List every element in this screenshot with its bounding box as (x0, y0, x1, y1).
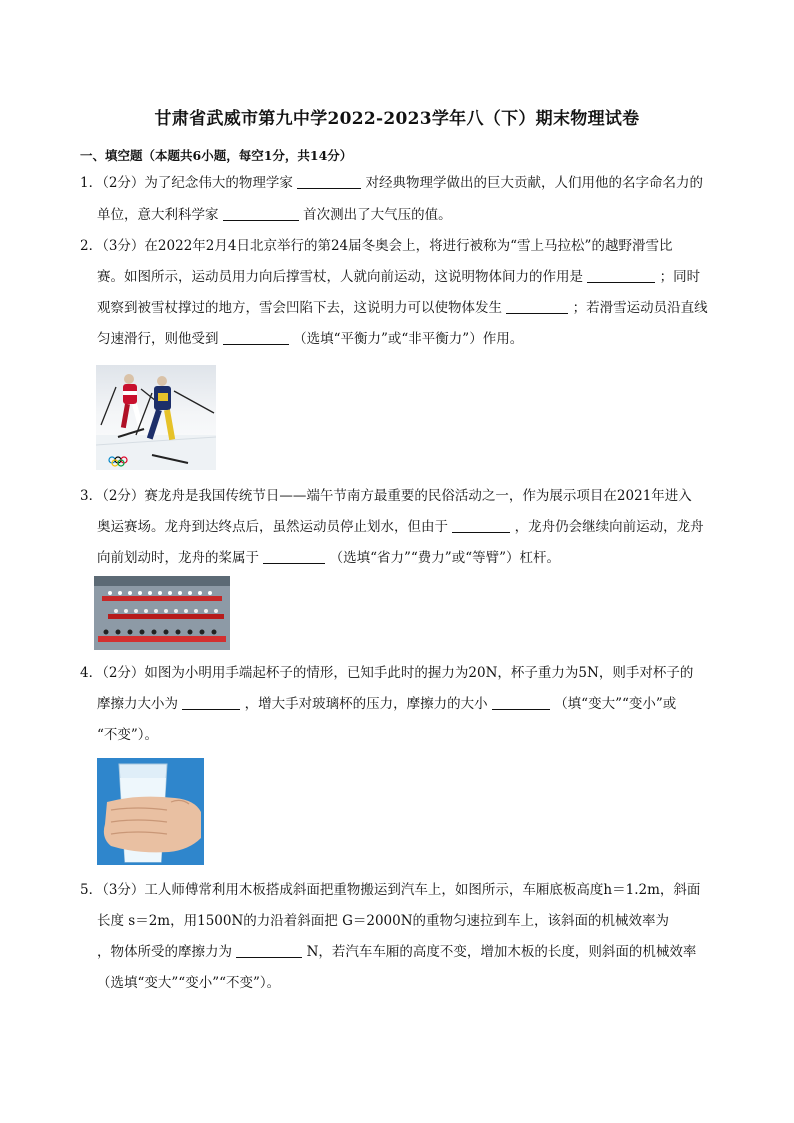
q5-text-a: ，物体所受的摩擦力为 (97, 944, 232, 960)
skiers-image (96, 365, 216, 470)
q1-blank-1[interactable] (297, 174, 361, 189)
q3-line1: 3．（2分）赛龙舟是我国传统节日——端午节南方最重要的民俗活动之一，作为展示项目在2021年进入 (80, 488, 692, 504)
q5-line4: （选填“变大”“变小”“不变”）。 (97, 975, 281, 991)
q2-text-f: （选填“平衡力”或“非平衡力”）作用。 (293, 331, 524, 347)
q1-text-d: 首次测出了大气压的值。 (303, 207, 452, 223)
q2-line1: 2．（3分）在2022年2月4日北京举行的第24届冬奥会上，将进行被称为“雪上马拉松”的越野滑雪比 (80, 238, 673, 254)
q1-text-b: 对经典物理学做出的巨大贡献，人们用他的名字命名力的 (365, 175, 704, 191)
q1-text-c: 单位，意大利科学家 (97, 207, 219, 223)
q4-line1: 4．（2分）如图为小明用手端起杯子的情形，已知手此时的握力为20N，杯子重力为5N，则手对杯子的 (80, 665, 694, 681)
q2-text-b: ；同时 (659, 269, 701, 285)
q2-blank-1[interactable] (587, 268, 655, 283)
q2-blank-3[interactable] (223, 330, 289, 345)
q1-text-a: 1．（2分）为了纪念伟大的物理学家 (80, 175, 293, 191)
q5-text-b: N，若汽车车厢的高度不变，增加木板的长度，则斜面的机械效率 (306, 944, 697, 960)
q2-line2 (97, 268, 700, 286)
q2-line3 (97, 299, 708, 317)
dragon-boat-image (94, 576, 230, 650)
q2-text-a: 赛。如图所示，运动员用力向后撑雪杖，人就向前运动，这说明物体间力的作用是 (97, 269, 583, 285)
hand-cup-image (97, 758, 204, 865)
q4-blank-1[interactable] (182, 695, 240, 710)
q4-line3: “不变”）。 (97, 727, 159, 743)
q3-text-b: ，龙舟仍会继续向前运动，龙舟 (514, 519, 704, 535)
q2-text-c: 观察到被雪杖撑过的地方，雪会凹陷下去，这说明力可以使物体发生 (97, 300, 502, 316)
q5-line2: 长度 s＝2m，用1500N的力沿着斜面把 G＝2000N的重物匀速拉到车上，该斜面的机械效率为 (97, 913, 670, 929)
q3-blank-1[interactable] (452, 518, 510, 533)
q3-line3 (97, 549, 560, 567)
q4-blank-2[interactable] (492, 695, 550, 710)
q1-blank-2[interactable] (223, 206, 299, 221)
q4-text-b: ，增大手对玻璃杯的压力，摩擦力的大小 (244, 696, 488, 712)
q3-blank-2[interactable] (263, 549, 325, 564)
q2-text-d: ；若滑雪运动员沿直线 (572, 300, 708, 316)
q3-line2 (97, 518, 704, 536)
q1-line2 (97, 206, 452, 224)
q2-text-e: 匀速滑行，则他受到 (97, 331, 219, 347)
q4-line2 (97, 695, 676, 713)
q3-text-d: （选填“省力”“费力”或“等臂”）杠杆。 (329, 550, 561, 566)
q5-blank-1[interactable] (236, 943, 302, 958)
q4-text-c: （填“变大”“变小”或 (554, 696, 677, 712)
q5-line1: 5．（3分）工人师傅常利用木板搭成斜面把重物搬运到汽车上，如图所示，车厢底板高度h＝1.2m，斜面 (80, 882, 701, 898)
q2-line4 (97, 330, 523, 348)
section-heading: 一、填空题（本题共6小题，每空1分，共14分） (80, 148, 353, 163)
q2-blank-2[interactable] (506, 299, 568, 314)
q4-text-a: 摩擦力大小为 (97, 696, 178, 712)
q3-text-c: 向前划动时，龙舟的桨属于 (97, 550, 259, 566)
q3-text-a: 奥运赛场。龙舟到达终点后，虽然运动员停止划水，但由于 (97, 519, 448, 535)
page-title: 甘肃省武威市第九中学2022-2023学年八（下）期末物理试卷 (154, 109, 640, 129)
q5-line3 (97, 943, 696, 961)
q1-line1 (80, 174, 703, 192)
